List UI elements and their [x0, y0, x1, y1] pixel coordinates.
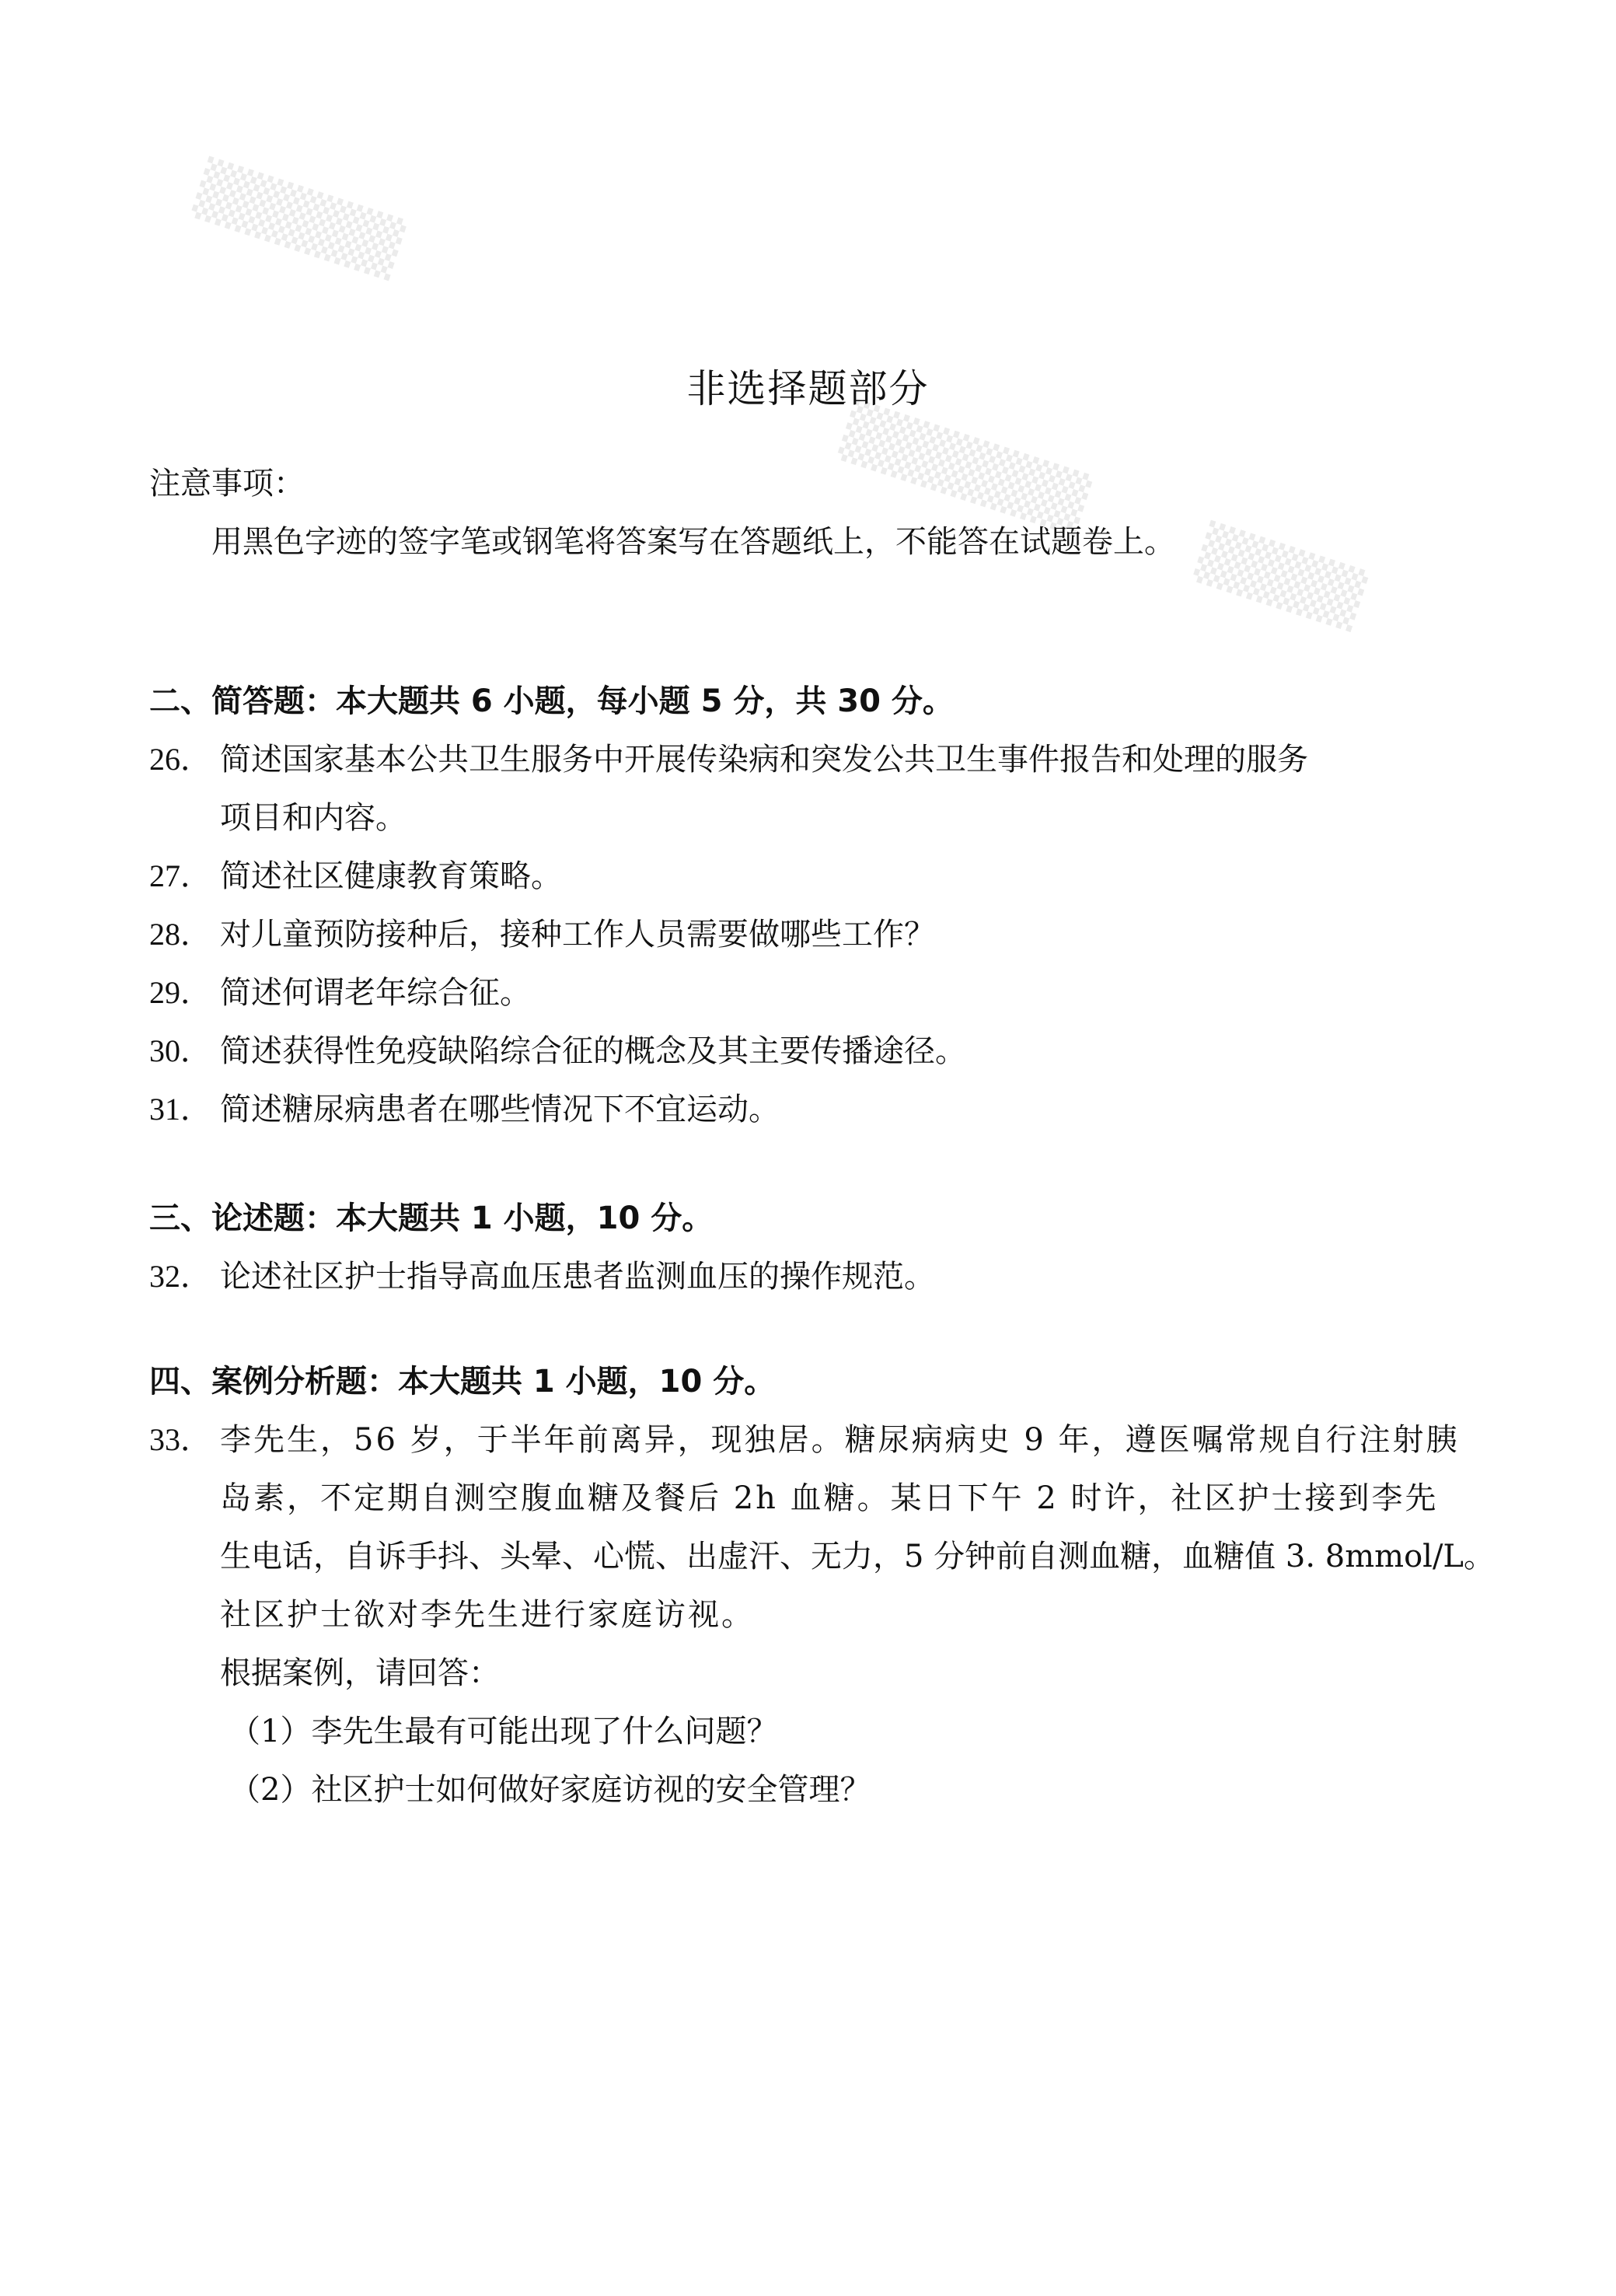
section-heading-essay: 三、论述题：本大题共 1 小题，10 分。	[149, 1200, 714, 1236]
case-text-line-3: 生电话，自诉手抖、头晕、心慌、出虚汗、无力，5 分钟前自测血糖，血糖值 3. 8mmol/L。	[220, 1539, 1495, 1574]
question-text-continued: 项目和内容。	[220, 800, 407, 836]
question-number: 31．	[149, 1092, 211, 1127]
question-number: 26．	[149, 742, 211, 777]
page-title: 非选择题部分	[686, 366, 930, 411]
watermark-right: ▒▒▒▒	[1191, 519, 1370, 633]
question-text: 对儿童预防接种后，接种工作人员需要做哪些工作？	[220, 917, 935, 952]
question-text: 简述国家基本公共卫生服务中开展传染病和突发公共卫生事件报告和处理的服务	[220, 742, 1308, 778]
case-prompt: 根据案例，请回答：	[220, 1655, 500, 1691]
question-text: 简述获得性免疫缺陷综合征的概念及其主要传播途径。	[220, 1033, 966, 1069]
question-number: 28．	[149, 917, 211, 952]
case-text-line-2: 岛素，不定期自测空腹血糖及餐后 2h 血糖。某日下午 2 时许，社区护士接到李先	[220, 1480, 1439, 1516]
section-heading-case: 四、案例分析题：本大题共 1 小题，10 分。	[149, 1364, 776, 1400]
question-number: 32．	[149, 1259, 211, 1294]
question-number: 29．	[149, 975, 211, 1010]
question-text: 简述何谓老年综合征。	[220, 975, 531, 1011]
question-number: 33．	[149, 1422, 211, 1457]
question-text: 简述社区健康教育策略。	[220, 858, 562, 894]
notice-text: 用黑色字迹的签字笔或钢笔将答案写在答题纸上，不能答在试题卷上。	[211, 524, 1175, 560]
question-text: 简述糖尿病患者在哪些情况下不宜运动。	[220, 1092, 780, 1127]
question-number: 27．	[149, 858, 211, 893]
question-text: 论述社区护士指导高血压患者监测血压的操作规范。	[220, 1259, 935, 1295]
section-heading-short-answer: 二、简答题：本大题共 6 小题，每小题 5 分，共 30 分。	[149, 683, 954, 719]
watermark-top-left: ▒▒▒▒▒	[189, 156, 409, 281]
watermark-center-right: ▒▒▒▒▒▒	[836, 398, 1094, 536]
notice-heading: 注意事项：	[149, 466, 305, 501]
sub-question-1: （1）李先生最有可能出现了什么问题？	[229, 1714, 778, 1749]
case-text-line-4: 社区护士欲对李先生进行家庭访视。	[220, 1597, 755, 1633]
sub-question-2: （2）社区护士如何做好家庭访视的安全管理？	[229, 1772, 871, 1808]
case-text-line-1: 李先生，56 岁，于半年前离异，现独居。糖尿病病史 9 年，遵医嘱常规自行注射胰	[220, 1422, 1460, 1458]
question-number: 30．	[149, 1033, 211, 1068]
